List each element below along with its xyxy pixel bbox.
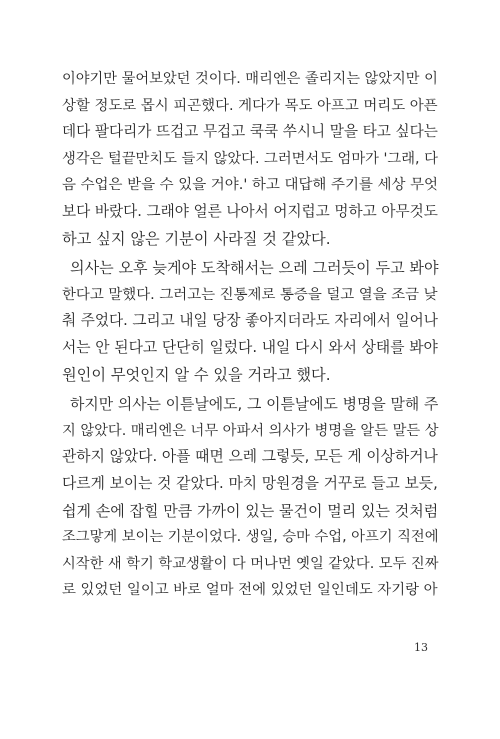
- text-line: 생각은 털끝만치도 들지 않았다. 그러면서도 엄마가 '그래, 다: [62, 150, 438, 167]
- text-line: 서는 안 된다고 단단히 일렀다. 내일 다시 와서 상태를 봐야: [62, 338, 438, 356]
- page-number: 13: [414, 641, 428, 654]
- text-line: 시작한 새 학기 학교생활이 다 머나먼 옛일 같았다. 모두 진짜: [62, 555, 439, 572]
- text-line: 쉽게 손에 잡힐 만큼 가까이 있는 물건이 멀리 있는 것처럼: [62, 501, 439, 520]
- text-line: 지 않았다. 매리엔은 너무 아파서 의사가 병명을 알든 말든 상: [62, 422, 439, 439]
- text-line: 다르게 보이는 것 같았다. 마치 망원경을 거꾸로 들고 보듯,: [62, 474, 438, 492]
- text-line: 관하지 않았다. 아플 때면 으레 그렇듯, 모든 게 이상하거나: [62, 448, 438, 466]
- text-line: 이야기만 물어보았던 것이다. 매리엔은 졸리지는 않았지만 이: [62, 71, 438, 87]
- text-line: 하지만 의사는 이튿날에도, 그 이튿날에도 병명을 말해 주: [70, 395, 439, 414]
- text-line: 원인이 무엇인지 알 수 있을 거라고 했다.: [62, 365, 331, 384]
- text-line: 하고 싶지 않은 기분이 사라질 것 같았다.: [62, 229, 331, 248]
- text-line: 로 있었던 일이고 바로 얼마 전에 있었던 일인데도 자기랑 아: [62, 582, 438, 599]
- text-line: 춰 주었다. 그리고 내일 당장 좋아지더라도 자리에서 일어나: [62, 312, 438, 330]
- paragraph-1: [62, 66, 438, 252]
- text-line: 상할 정도로 몹시 피곤했다. 게다가 목도 아프고 머리도 아픈: [62, 97, 438, 114]
- text-line: 한다고 말했다. 그러고는 진통제로 통증을 덜고 열을 조금 낮: [62, 286, 438, 303]
- paragraph-3: [62, 391, 438, 604]
- text-line: 음 수업은 받을 수 있을 거야.' 하고 대답해 주기를 세상 무엇: [62, 177, 439, 194]
- text-line: 의사는 오후 늦게야 도착해서는 으레 그러듯이 두고 봐야: [70, 259, 439, 278]
- text-line: 조그맣게 보이는 기분이었다. 생일, 승마 수업, 아프기 직전에: [62, 529, 439, 546]
- body-text: [62, 66, 438, 604]
- text-line: 보다 바랐다. 그래야 얼른 나아서 어지럽고 멍하고 아무것도: [62, 202, 438, 220]
- paragraph-2: [62, 255, 438, 388]
- text-line: 데다 팔다리가 뜨겁고 무겁고 쿡쿡 쑤시니 말을 타고 싶다는: [62, 123, 438, 141]
